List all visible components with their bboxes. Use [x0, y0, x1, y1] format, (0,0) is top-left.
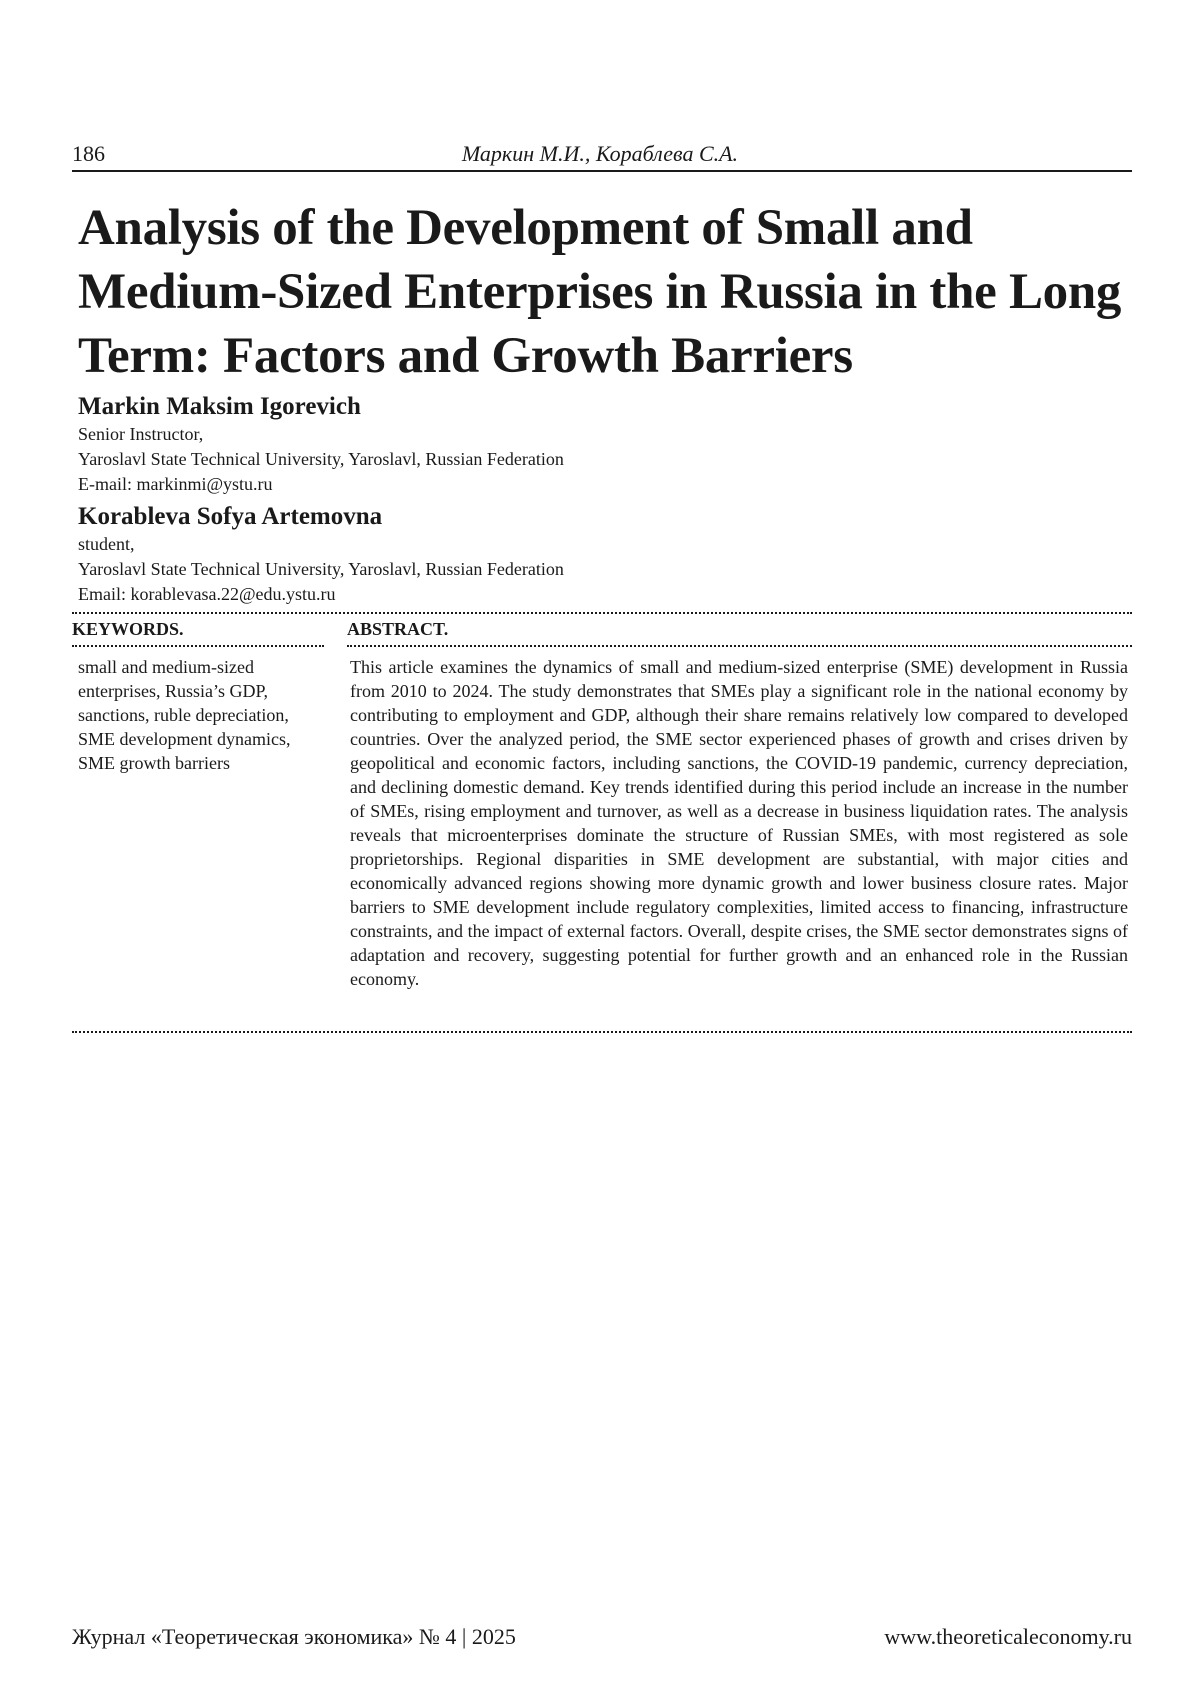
abstract-heading: ABSTRACT.	[347, 619, 449, 639]
keywords-underline	[72, 645, 324, 647]
author-position: Senior Instructor,	[78, 424, 204, 444]
author-affiliation: Yaroslavl State Technical University, Yaroslavl, Russian Federation	[78, 559, 564, 579]
page-number: 186	[72, 141, 105, 166]
author-block-2	[78, 502, 978, 607]
header-rule	[72, 170, 1132, 172]
footer-journal-name: Журнал «Теоретическая экономика» № 4 | 2025	[72, 1624, 516, 1649]
author-affiliation: Yaroslavl State Technical University, Yaroslavl, Russian Federation	[78, 449, 564, 469]
running-header-authors: Маркин М.И., Кораблева С.А.	[461, 141, 739, 166]
author-position: student,	[78, 534, 135, 554]
dotted-divider-top	[72, 612, 1132, 614]
author-block-1	[78, 392, 978, 497]
author-name: Markin Maksim Igorevich	[78, 393, 361, 420]
keywords-heading: KEYWORDS.	[72, 619, 184, 639]
keywords-text: small and medium-sized enterprises, Russia’s GDP, sanctions, ruble depreciation, SME development dynamics, SME growth barriers	[78, 657, 291, 773]
abstract-underline	[347, 645, 1132, 647]
author-email: E-mail: markinmi@ystu.ru	[78, 474, 273, 494]
abstract-text: This article examines the dynamics of small and medium-sized enterprise (SME) development in Russia from 2010 to 2024. The study demonstrates that SMEs play a significant role in the national economy by contributing to employment and GDP, although their share remains relatively low compared to developed countries. Over the analyzed period, the SME sector experienced phases of growth and crises driven by geopolitical and economic factors, including sanctions, the COVID-19 pandemic, currency depreciation, and declining domestic demand. Key trends identified during this period include an increase in the number of SMEs, rising employment and turnover, as well as a decrease in business liquidation rates. The analysis reveals that microenterprises dominate the structure of Russian SMEs, with most registered as sole proprietorships. Regional disparities in SME development are substantial, with major cities and economically advanced regions showing more dynamic growth and lower business closure rates. Major barriers to SME development include regulatory complexities, limited access to financing, infrastructure constraints, and the impact of external factors. Overall, despite crises, the SME sector demonstrates signs of adaptation and recovery, suggesting potential for further growth and an enhanced role in the Russian economy.	[350, 657, 1128, 989]
article-title: Analysis of the Development of Small and Medium-Sized Enterprises in Russia in the Long Term: Factors and Growth Barriers	[78, 200, 1122, 384]
author-email: Email: korablevasa.22@edu.ystu.ru	[78, 584, 336, 604]
footer-website: www.theoreticaleconomy.ru	[884, 1624, 1132, 1649]
dotted-divider-bottom	[72, 1031, 1132, 1033]
author-name: Korableva Sofya Artemovna	[78, 503, 383, 530]
